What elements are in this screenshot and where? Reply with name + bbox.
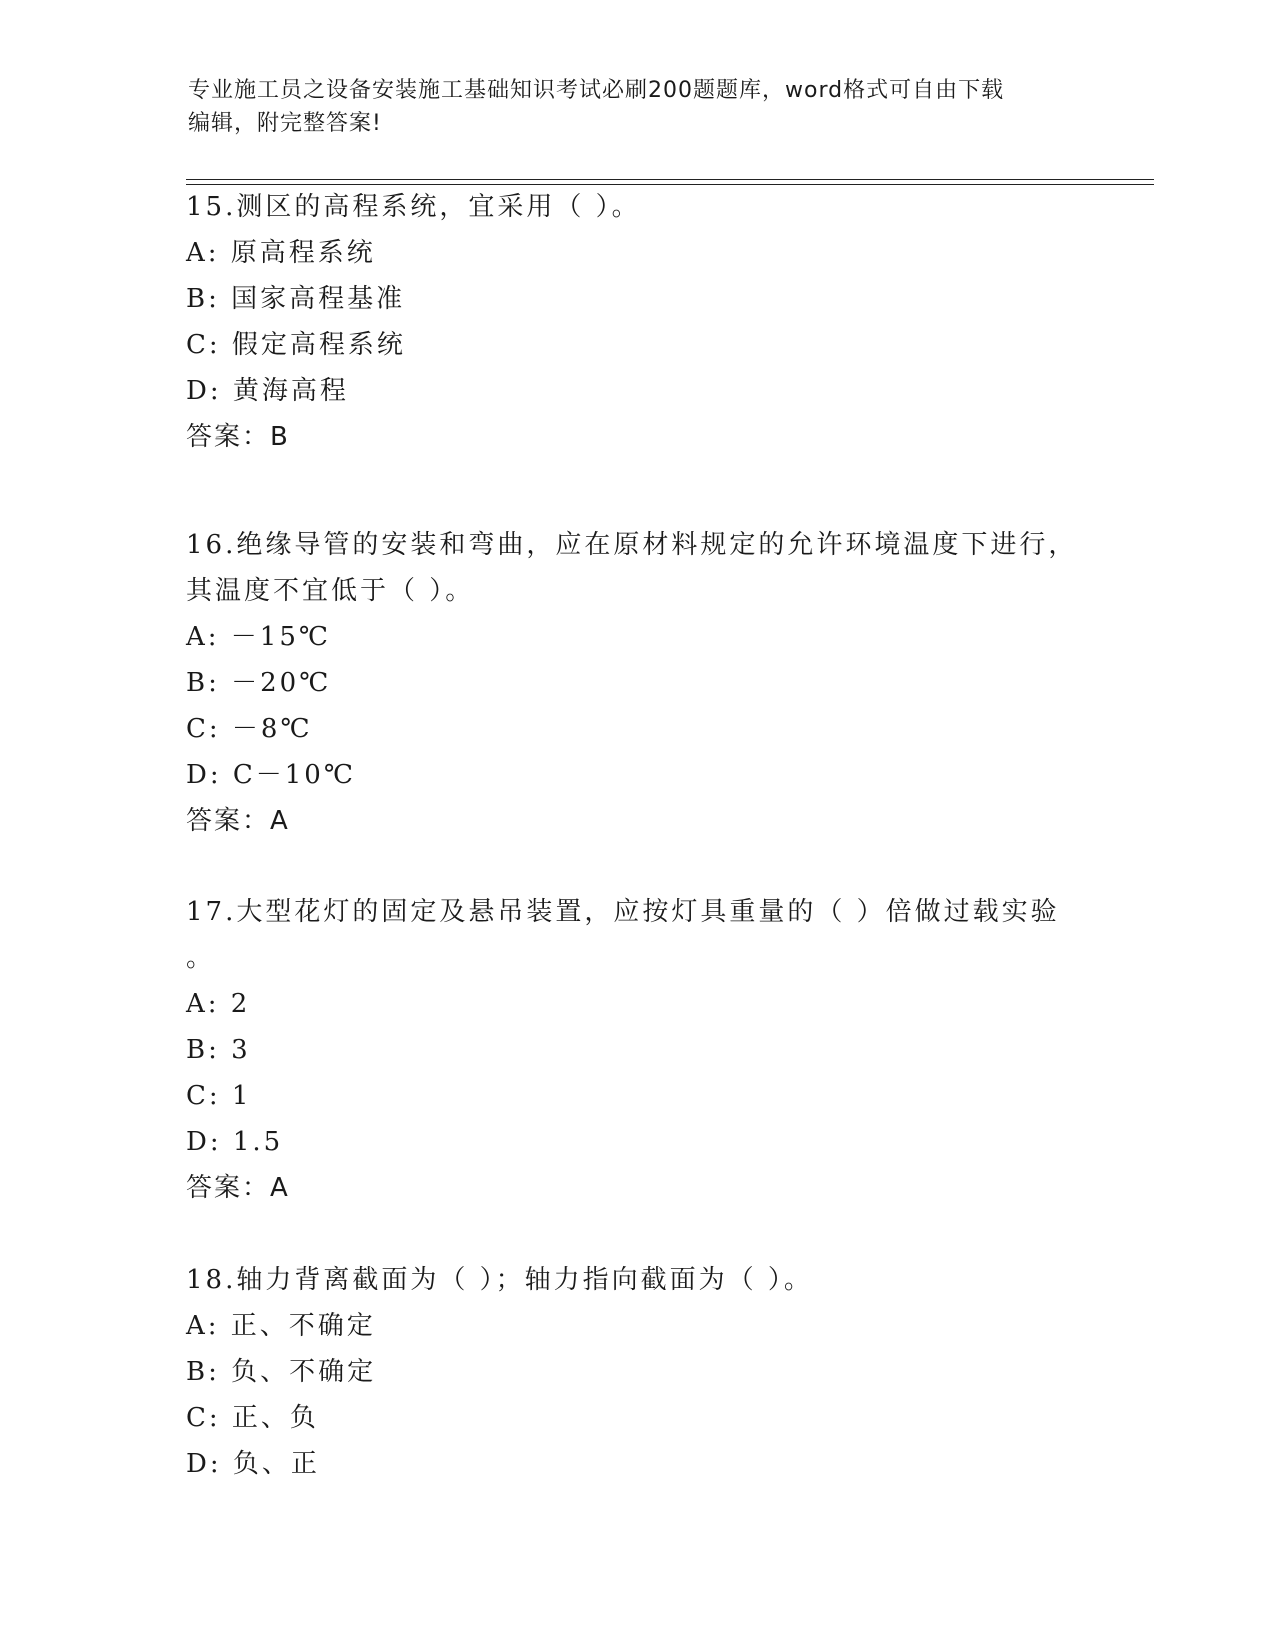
- answer: 答案：A: [186, 1173, 290, 1203]
- option-a: A: 正、不确定: [186, 1311, 376, 1341]
- question-15: [186, 184, 1086, 460]
- option-c: C: 1: [186, 1081, 252, 1111]
- option-d: D: 负、正: [186, 1449, 320, 1479]
- answer: 答案：B: [186, 422, 290, 452]
- option-c: C: 假定高程系统: [186, 330, 406, 360]
- option-b: B: 3: [186, 1035, 251, 1065]
- option-d: D: C－10℃: [186, 760, 356, 790]
- option-d: D: 1.5: [186, 1127, 284, 1157]
- header-line-2: 编辑，附完整答案!: [188, 111, 382, 136]
- question-16: [186, 522, 1086, 844]
- answer: 答案：A: [186, 806, 290, 836]
- question-stem: 18.轴力背离截面为（ ）；轴力指向截面为（ ）。: [186, 1265, 813, 1295]
- option-b: B: 负、不确定: [186, 1357, 377, 1387]
- question-stem: 15.测区的高程系统，宜采用（ ）。: [186, 192, 641, 222]
- question-stem-continued: 其温度不宜低于（ ）。: [186, 576, 475, 606]
- option-b: B: －20℃: [186, 668, 332, 698]
- option-d: D: 黄海高程: [186, 376, 349, 406]
- option-c: C: －8℃: [186, 714, 313, 744]
- option-b: B: 国家高程基准: [186, 284, 406, 314]
- question-stem: 17.大型花灯的固定及悬吊装置，应按灯具重量的（ ）倍做过载实验: [186, 897, 1060, 927]
- option-a: A: 2: [186, 989, 251, 1019]
- option-a: A: 原高程系统: [186, 238, 376, 268]
- option-c: C: 正、负: [186, 1403, 319, 1433]
- header-rule-top: [186, 179, 1154, 180]
- question-stem: 16.绝缘导管的安装和弯曲，应在原材料规定的允许环境温度下进行，: [186, 530, 1078, 560]
- question-18: [186, 1257, 1086, 1487]
- header-line-1: 专业施工员之设备安装施工基础知识考试必刷200题题库，word格式可自由下载: [188, 78, 1005, 103]
- question-17: [186, 889, 1086, 1211]
- document-header: [188, 74, 1088, 140]
- option-a: A: －15℃: [186, 622, 331, 652]
- question-stem-continued: 。: [186, 943, 216, 973]
